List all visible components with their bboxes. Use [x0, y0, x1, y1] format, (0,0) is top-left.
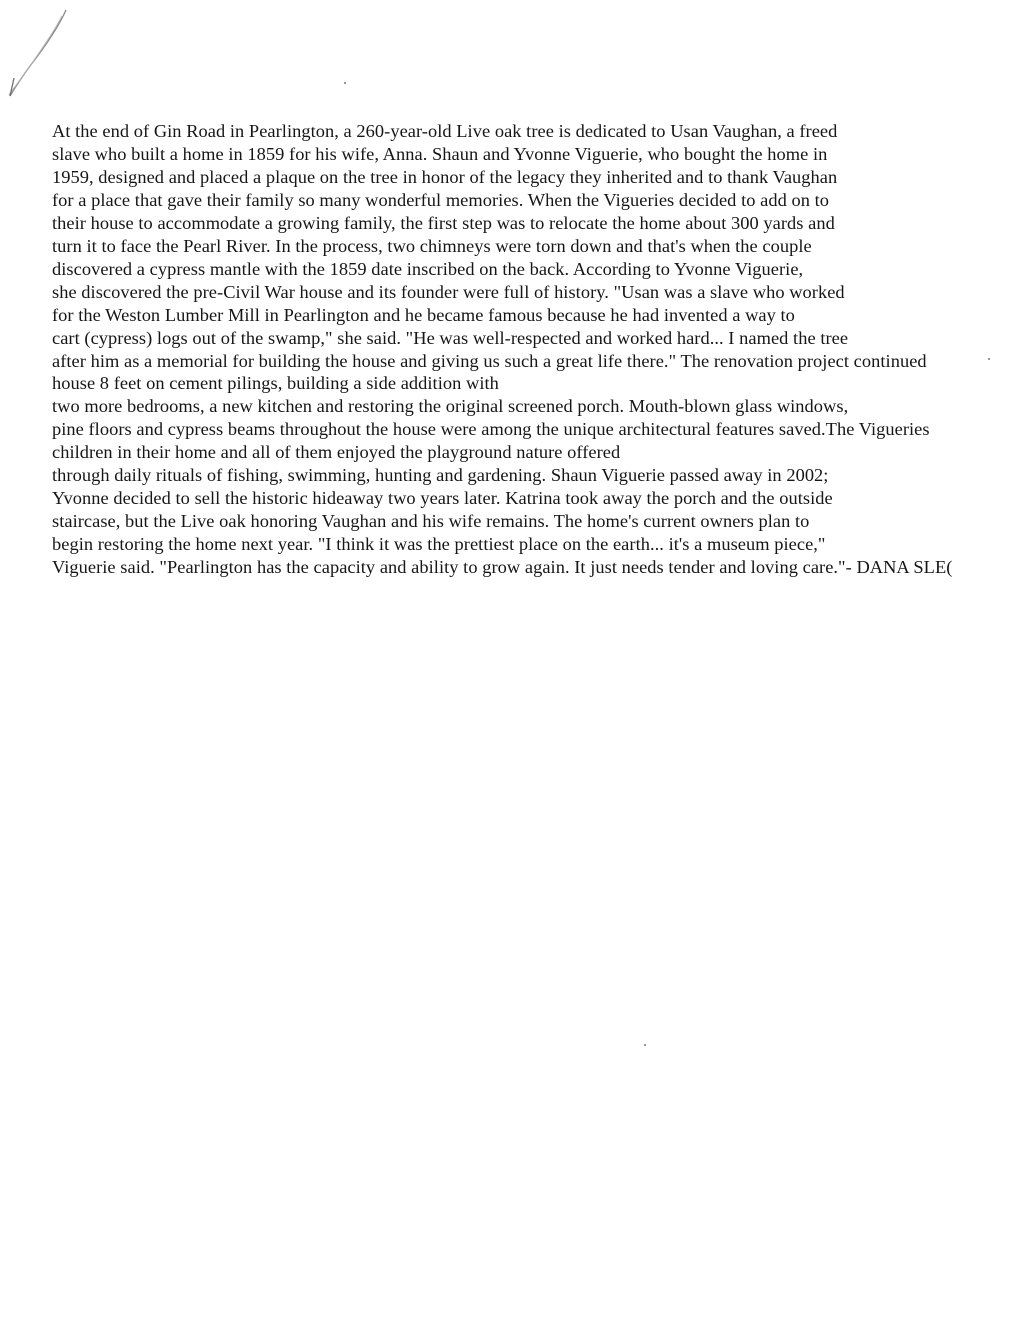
article-line-3: 1959, designed and placed a plaque on the tree in honor of the legacy they inherited and to thank Vaughan [52, 166, 838, 187]
article-line-19: begin restoring the home next year. "I think it was the prettiest place on the earth... it's a museum piece," [52, 534, 826, 555]
article-body [52, 120, 1020, 579]
article-line-17: Yvonne decided to sell the historic hideaway two years later. Katrina took away the porch and the outside [52, 488, 833, 509]
article-line-16: through daily rituals of fishing, swimming, hunting and gardening. Shaun Viguerie passed away in 2002; [52, 465, 829, 486]
scan-speck [644, 1044, 646, 1046]
article-line-12: house 8 feet on cement pilings, building a side addition with [52, 373, 499, 394]
article-line-9: for the Weston Lumber Mill in Pearlington and he became famous because he had invented a way to [52, 304, 795, 325]
pen-stroke-mark [0, 0, 90, 110]
article-line-5: their house to accommodate a growing family, the first step was to relocate the home about 300 yards and [52, 212, 835, 233]
article-line-18: staircase, but the Live oak honoring Vaughan and his wife remains. The home's current owners plan to [52, 511, 810, 532]
article-line-1: At the end of Gin Road in Pearlington, a 260-year-old Live oak tree is dedicated to Usan Vaughan, a freed [52, 121, 838, 141]
article-line-6: turn it to face the Pearl River. In the process, two chimneys were torn down and that's when the couple [52, 235, 812, 256]
article-line-14: pine floors and cypress beams throughout the house were among the unique architectural features saved.The Vigueries [52, 419, 930, 440]
article-line-2: slave who built a home in 1859 for his wife, Anna. Shaun and Yvonne Viguerie, who bought the home in [52, 143, 828, 164]
article-line-15: children in their home and all of them enjoyed the playground nature offered [52, 442, 621, 463]
article-line-8: she discovered the pre-Civil War house and its founder were full of history. "Usan was a slave who worked [52, 281, 845, 302]
article-line-11: after him as a memorial for building the house and giving us such a great life there." The renovation project continued [52, 350, 927, 371]
article-line-13: two more bedrooms, a new kitchen and restoring the original screened porch. Mouth-blown glass windows, [52, 396, 849, 417]
article-line-4: for a place that gave their family so many wonderful memories. When the Vigueries decided to add on to [52, 189, 830, 210]
scan-speck [988, 358, 990, 360]
article-line-20: Viguerie said. "Pearlington has the capacity and ability to grow again. It just needs tender and loving care."- DANA SLE( [52, 557, 953, 578]
article-line-7: discovered a cypress mantle with the 1859 date inscribed on the back. According to Yvonne Viguerie, [52, 258, 804, 279]
scan-speck [344, 82, 346, 84]
article-line-10: cart (cypress) logs out of the swamp," she said. "He was well-respected and worked hard... I named the tree [52, 327, 849, 348]
